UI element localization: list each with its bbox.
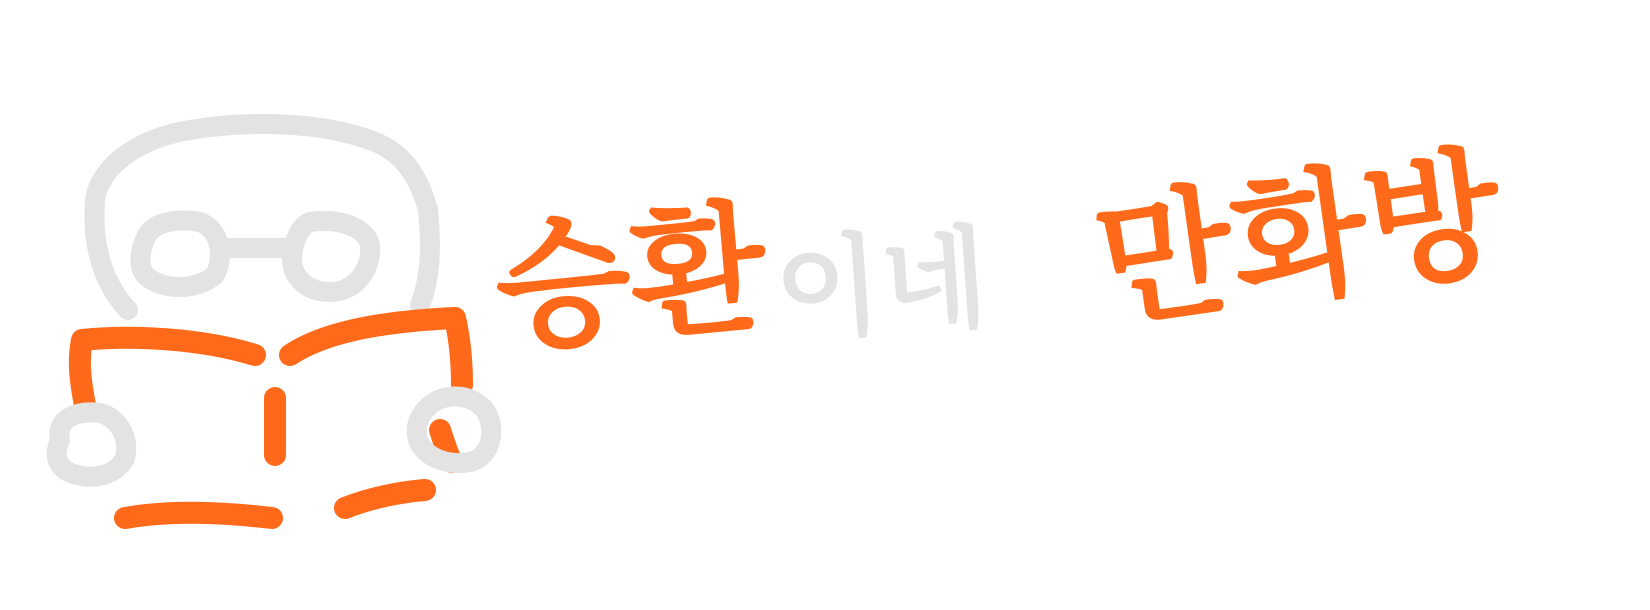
reading-person-icon [57,124,492,518]
logo-text-part3: 만화방 [1087,130,1512,349]
book-bottom-right [345,490,425,508]
left-hand [57,412,127,476]
book-left-page [80,338,255,405]
glasses-right-lens [292,221,370,292]
logo-text-part1: 승환 [488,185,773,372]
glasses-left-lens [140,221,220,287]
book-bottom-left [125,513,272,518]
logo-text-part2: 이네 [770,213,992,356]
right-hand [417,397,491,464]
book-right-page [290,318,462,385]
